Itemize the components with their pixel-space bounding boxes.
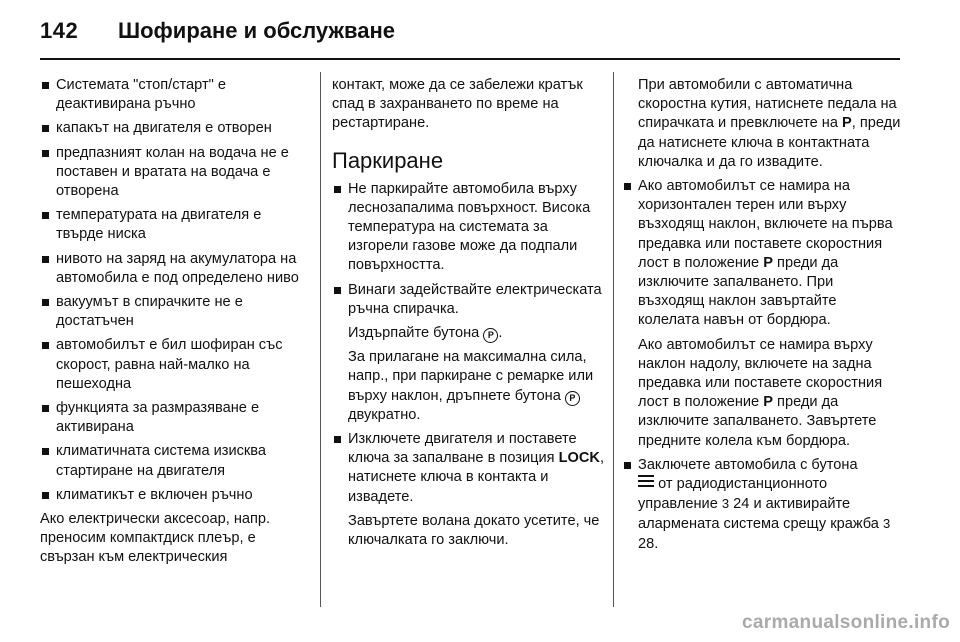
list-item: автомобилът е бил шофиран със скорост, равна най-малко на пешеходна — [40, 336, 310, 394]
bullet-icon — [42, 82, 49, 89]
page-number: 142 — [40, 18, 79, 43]
list-item: капакът на двигателя е отворен — [40, 119, 310, 138]
list-item: Винаги задействайте електрическата ръчна спирачка. — [332, 281, 604, 319]
list-item: вакуумът в спирачките не е достатъчен — [40, 293, 310, 331]
list-item: Заключете автомобила с бутона от радиодистанционното управление 3 24 и активирайте алармената система срещу кражба 3 28. — [622, 456, 902, 554]
downhill-parking-note: Ако автомобилът се намира върху наклон надолу, включете на задна предавка или поставете скоростния лост в положение P преди да изключите запалването. Завъртете предните колела към бордюра. — [638, 336, 883, 449]
bullet-icon — [42, 212, 49, 219]
column-divider-2 — [613, 72, 614, 607]
column-1 — [40, 76, 310, 573]
list-item: Ако автомобилът се намира на хоризонтален терен или върху възходящ наклон, включете на първа предавка или поставете скоростния лост в положение P преди да изключите запалването. При възходящ наклон завъртайте колелата навън от бордюра. — [622, 177, 902, 331]
list-item: климатичната система изисква стартиране на двигателя — [40, 442, 310, 480]
column-divider-1 — [320, 72, 321, 607]
list-item: Изключете двигателя и поставете ключа за запалване в позиция LOCK, натиснете ключа в контакта и извадете. — [332, 430, 604, 507]
bullet-icon — [42, 299, 49, 306]
list-item: функцията за размразяване е активирана — [40, 399, 310, 437]
column-3 — [622, 76, 902, 559]
lock-button-icon — [638, 475, 654, 487]
bullet-icon — [42, 342, 49, 349]
list-item: Не паркирайте автомобила върху леснозапалима повърхност. Висока температура на системата за изгорели газове може да подпали повърхността. — [332, 180, 604, 276]
bullet-icon — [42, 448, 49, 455]
page-title: Шофиране и обслужване — [118, 18, 396, 43]
parking-brake-icon: P — [483, 328, 498, 343]
list-item: Системата "стоп/старт" е деактивирана ръчно — [40, 76, 310, 114]
bullet-icon — [334, 436, 341, 443]
column-2 — [332, 76, 604, 555]
bullet-icon — [42, 125, 49, 132]
bullet-icon — [624, 183, 631, 190]
list-item: климатикът е включен ръчно — [40, 486, 310, 505]
reference-arrow-icon: 3 — [721, 496, 730, 512]
paragraph-continued: контакт, може да се забележи кратък спад в захранването по време на рестартиране. — [332, 77, 583, 132]
watermark: carmanualsonline.info — [742, 612, 950, 633]
paragraph-accessory: Ако електрически аксесоар, напр. преносим компактдиск плеър, е свързан към електрическия — [40, 511, 271, 566]
page-header — [0, 0, 960, 58]
parking-brake-max-force: За прилагане на максимална сила, напр., при паркиране с ремарке или върху наклон, дръпнете бутона P двукратно. — [348, 349, 594, 423]
bullet-icon — [42, 150, 49, 157]
reference-arrow-icon: 3 — [882, 516, 891, 532]
header-rule — [40, 58, 900, 60]
page-reference[interactable]: 28. — [638, 535, 659, 552]
steering-lock-instruction: Завъртете волана докато усетите, че ключалката го заключи. — [348, 512, 600, 549]
bullet-icon — [334, 186, 341, 193]
bullet-icon — [42, 405, 49, 412]
list-item: температурата на двигателя е твърде ниска — [40, 206, 310, 244]
page-reference[interactable]: 24 — [733, 496, 750, 513]
list-item: нивото на заряд на акумулатора на автомобила е под определено ниво — [40, 250, 310, 288]
parking-brake-icon: P — [565, 391, 580, 406]
section-heading-parking: Паркиране — [332, 147, 444, 173]
bullet-icon — [624, 462, 631, 469]
bullet-icon — [42, 256, 49, 263]
bullet-icon — [334, 287, 341, 294]
automatic-transmission-note: При автомобили с автоматична скоростна кутия, натиснете педала на спирачката и превключете на P, преди да натиснете ключа в контактната ключалка и да го извадите. — [638, 77, 901, 170]
parking-brake-instruction: Издърпайте бутона P . — [348, 325, 503, 342]
bullet-icon — [42, 492, 49, 499]
list-item: предпазният колан на водача не е поставен и вратата на водача е отворена — [40, 144, 310, 202]
lock-position-label: LOCK — [558, 450, 600, 467]
